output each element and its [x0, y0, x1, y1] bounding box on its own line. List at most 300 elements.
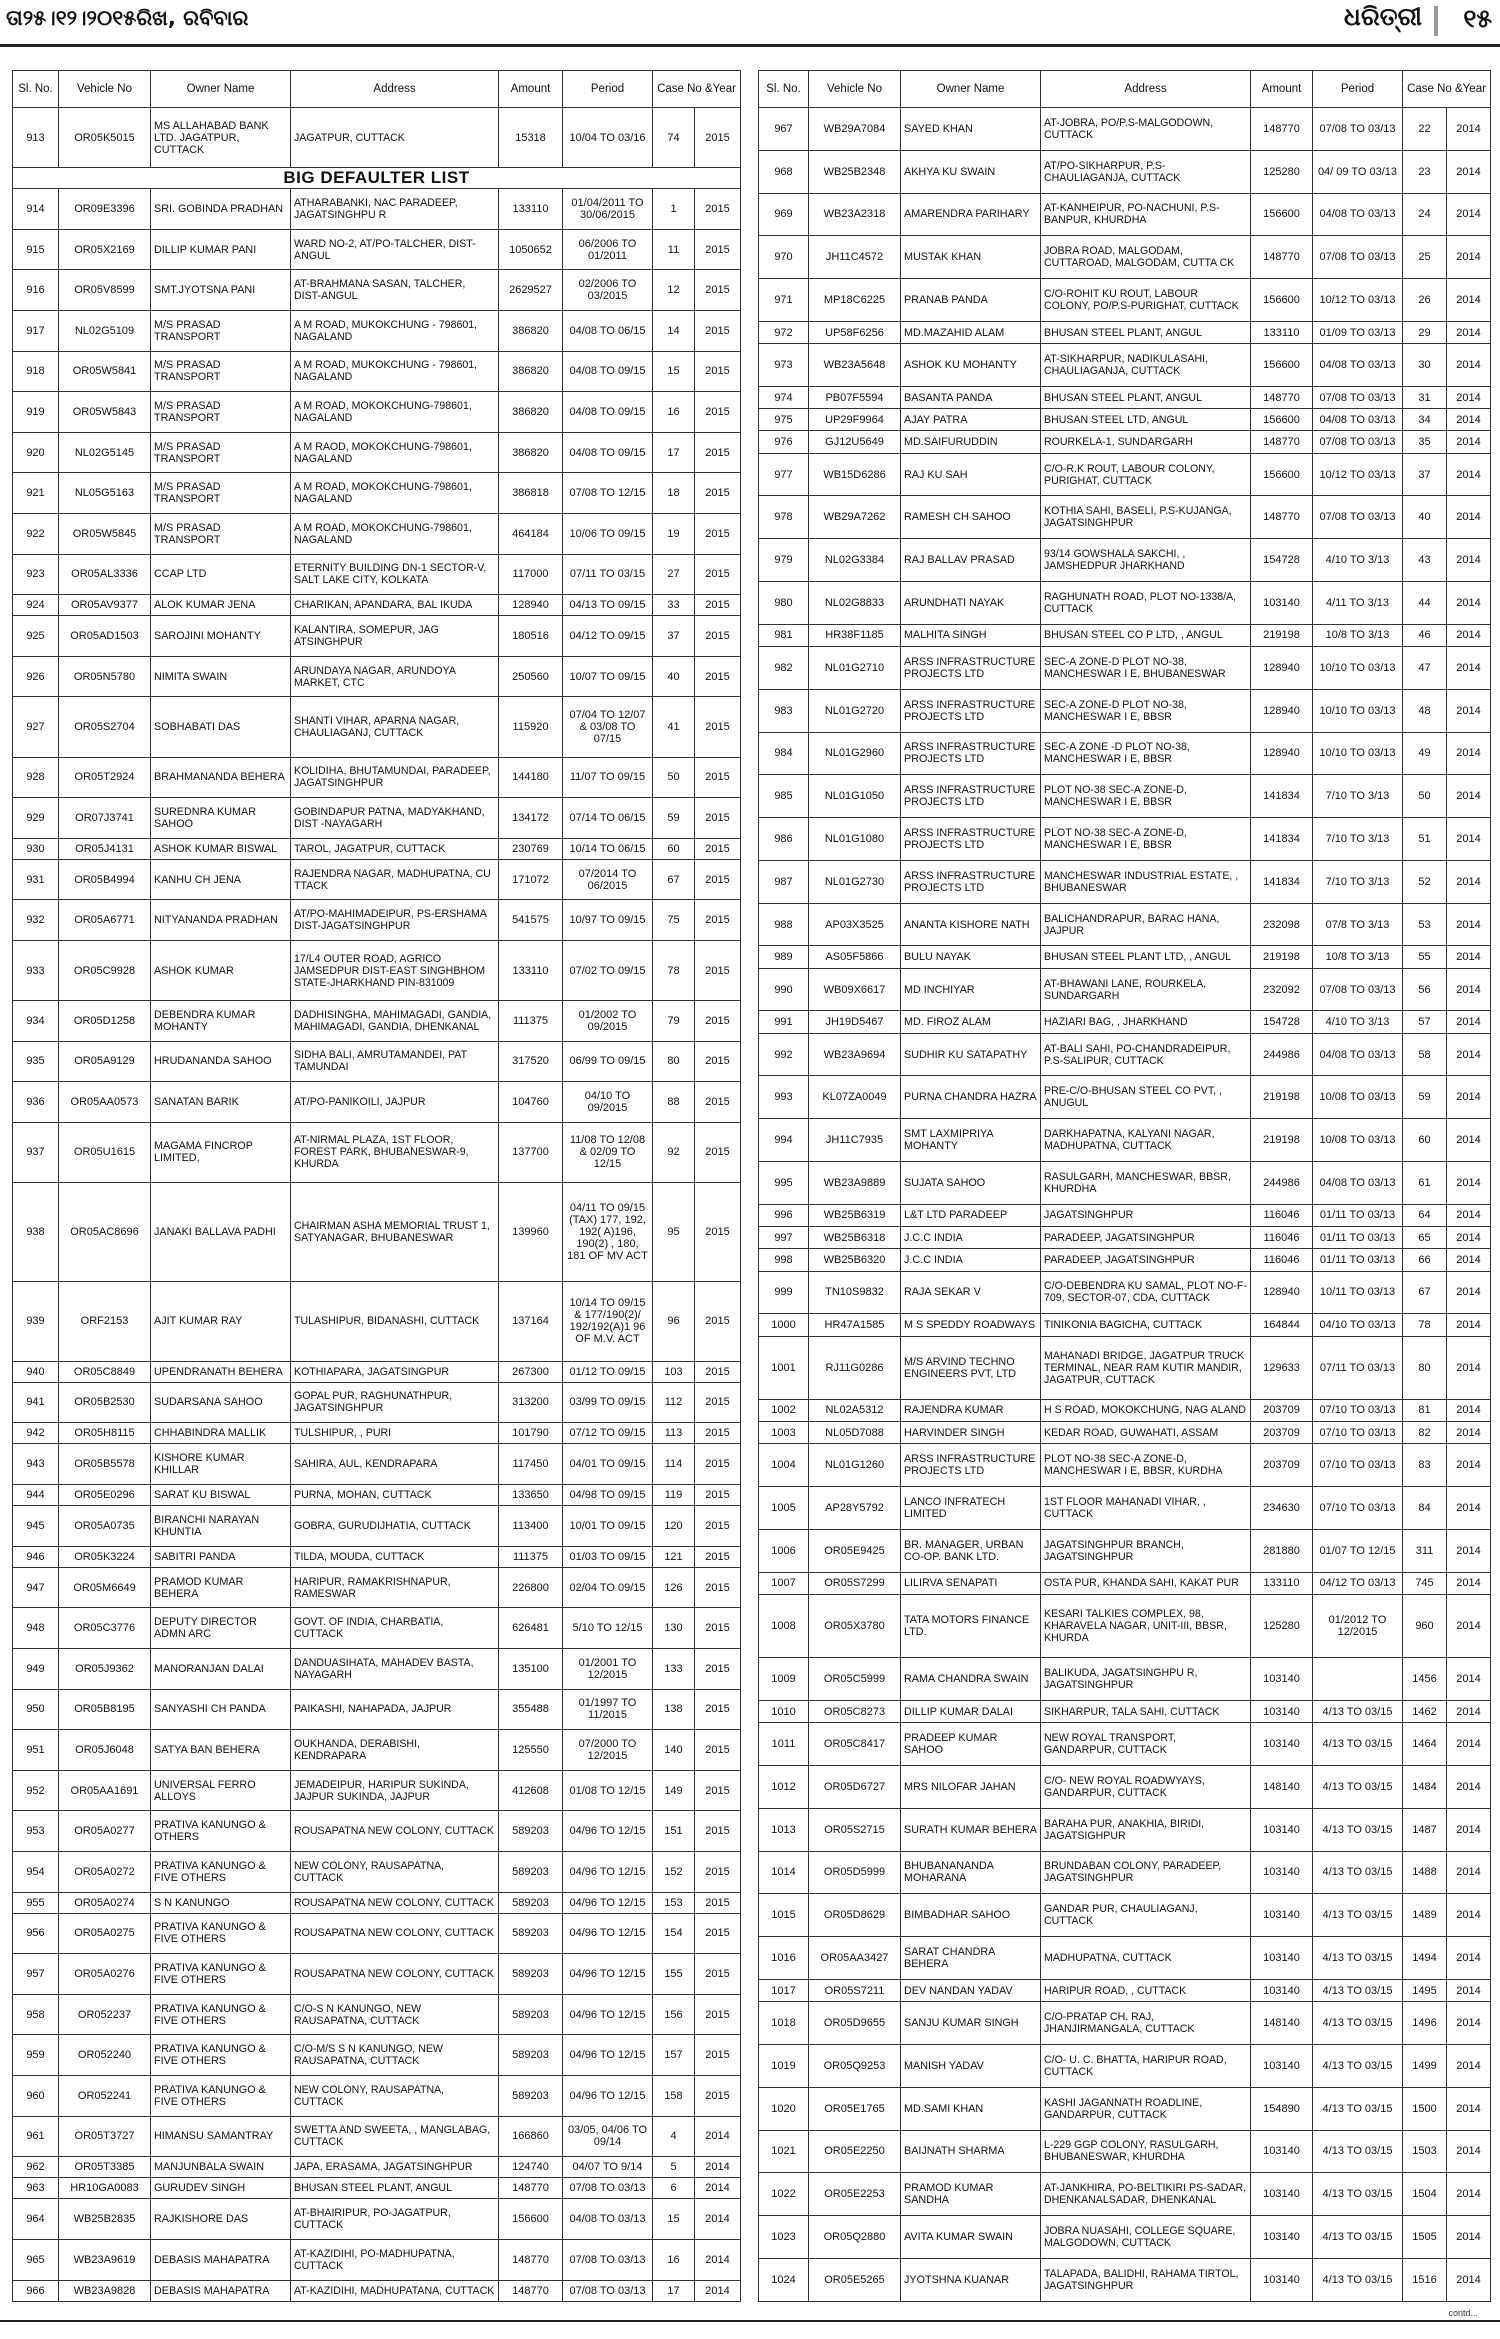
cell-sl: 992: [759, 1033, 809, 1076]
cell-address: KOTHIA SAHI, BASELI, P.S-KUJANGA, JAGATSINGHPUR: [1041, 496, 1251, 539]
cell-case-no: 96: [653, 1281, 695, 1361]
cell-case-year: 2014: [1447, 1894, 1491, 1937]
cell-owner: AJAY PATRA: [901, 409, 1041, 431]
cell-amount: 589203: [499, 1913, 563, 1954]
cell-sl: 928: [13, 757, 59, 798]
cell-case-no: 16: [653, 2240, 695, 2281]
cell-case-no: 153: [653, 1892, 695, 1913]
cell-address: AT-SIKHARPUR, NADIKULASAHI, CHAULIAGANJA, CUTTACK: [1041, 344, 1251, 387]
cell-case-no: 53: [1403, 903, 1447, 946]
cell-vehicle: RJ11G0286: [809, 1336, 901, 1399]
cell-case-year: 2015: [695, 229, 741, 270]
cell-owner: BRAHMANANDA BEHERA: [151, 757, 291, 798]
cell-case-no: 16: [653, 392, 695, 433]
cell-amount: 103140: [1251, 1808, 1313, 1851]
cell-address: AT-BALI SAHI, PO-CHANDRADEIPUR, P.S-SALIPUR, CUTTACK: [1041, 1033, 1251, 1076]
cell-case-no: 79: [653, 1001, 695, 1042]
cell-vehicle: OR05A0275: [59, 1913, 151, 1954]
cell-vehicle: OR05S7299: [809, 1572, 901, 1594]
cell-vehicle: NL02G5145: [59, 432, 151, 473]
cell-address: PLOT NO-38 SEC-A ZONE-D, MANCHESWAR I E, BBSR: [1041, 775, 1251, 818]
cell-case-year: 2014: [1447, 496, 1491, 539]
cell-case-year: 2014: [695, 2199, 741, 2240]
cell-address: AT-BRAHMANA SASAN, TALCHER, DIST-ANGUL: [291, 270, 499, 311]
cell-case-no: 1: [653, 189, 695, 230]
table-row: [759, 1422, 1491, 1444]
cell-case-year: 2015: [695, 1361, 741, 1382]
cell-period: 7/10 TO 3/13: [1313, 775, 1403, 818]
cell-address: AT-JANKHIRA, PO-BELTIKIRI PS-SADAR, DHENKANALSADAR, DHENKANAL: [1041, 2173, 1251, 2216]
cell-period: 04/96 TO 12/15: [563, 1892, 653, 1913]
cell-address: KOLIDIHA, BHUTAMUNDAI, PARADEEP, JAGATSINGHPUR: [291, 757, 499, 798]
cell-case-year: 2015: [695, 798, 741, 839]
cell-sl: 983: [759, 689, 809, 732]
cell-sl: 1023: [759, 2216, 809, 2259]
cell-owner: ARSS INFRASTRUCTURE PROJECTS LTD: [901, 818, 1041, 861]
cell-address: OSTA PUR, KHANDA SAHI, KAKAT PUR: [1041, 1572, 1251, 1594]
cell-vehicle: OR05T3385: [59, 2157, 151, 2178]
cell-owner: BAIJNATH SHARMA: [901, 2130, 1041, 2173]
col-header-vehicle: Vehicle No: [809, 71, 901, 108]
cell-sl: 1015: [759, 1894, 809, 1937]
cell-period: 04/ 09 TO 03/13: [1313, 150, 1403, 193]
cell-address: A M ROAD, MOKOKCHUNG-798601, NAGALAND: [291, 392, 499, 433]
cell-owner: MD.SAIFURUDDIN: [901, 431, 1041, 453]
cell-address: KASHI JAGANNATH ROADLINE, GANDARPUR, CUTTACK: [1041, 2087, 1251, 2130]
cell-vehicle: OR052237: [59, 1994, 151, 2035]
cell-case-no: 126: [653, 1567, 695, 1608]
cell-vehicle: OR05AD1503: [59, 616, 151, 657]
table-row: [759, 1572, 1491, 1594]
cell-case-year: 2015: [695, 900, 741, 941]
col-header-owner: Owner Name: [151, 71, 291, 108]
cell-sl: 999: [759, 1271, 809, 1314]
table-row: [13, 1546, 741, 1567]
cell-vehicle: WB15D6286: [809, 453, 901, 496]
cell-address: JEMADEIPUR, HARIPUR SUKINDA, JAJPUR SUKINDA, JAJPUR: [291, 1770, 499, 1811]
cell-period: 01/07 TO 12/15: [1313, 1529, 1403, 1572]
cell-case-no: 78: [653, 940, 695, 1000]
cell-case-year: 2014: [695, 2157, 741, 2178]
cell-vehicle: OR05AL3336: [59, 554, 151, 595]
cell-vehicle: GJ12U5649: [809, 431, 901, 453]
table-row: [759, 1701, 1491, 1723]
cell-case-year: 2015: [695, 1546, 741, 1567]
table-row: [13, 1041, 741, 1082]
table-row: [13, 1082, 741, 1123]
cell-address: RAGHUNATH ROAD, PLOT NO-1338/A, CUTTACK: [1041, 581, 1251, 624]
cell-owner: TATA MOTORS FINANCE LTD.: [901, 1594, 1041, 1657]
cell-owner: NITYANANDA PRADHAN: [151, 900, 291, 941]
cell-period: 7/10 TO 3/13: [1313, 818, 1403, 861]
cell-address: BALIKUDA, JAGATSINGHPU R, JAGATSINGHPUR: [1041, 1658, 1251, 1701]
col-header-owner: Owner Name: [901, 71, 1041, 108]
table-row: [13, 1567, 741, 1608]
cell-sl: 1004: [759, 1444, 809, 1487]
cell-vehicle: OR05E9425: [809, 1529, 901, 1572]
cell-owner: JYOTSHNA KUANAR: [901, 2258, 1041, 2301]
table-row: [759, 968, 1491, 1011]
cell-case-no: 1505: [1403, 2216, 1447, 2259]
cell-sl: 1021: [759, 2130, 809, 2173]
cell-sl: 1010: [759, 1701, 809, 1723]
cell-period: 01/11 TO 03/13: [1313, 1204, 1403, 1226]
table-row: [759, 1204, 1491, 1226]
cell-sl: 916: [13, 270, 59, 311]
cell-amount: 101790: [499, 1423, 563, 1444]
table-header-row: [759, 71, 1491, 108]
cell-period: 04/07 TO 9/14: [563, 2157, 653, 2178]
cell-amount: 219198: [1251, 1076, 1313, 1119]
cell-sl: 991: [759, 1011, 809, 1033]
cell-vehicle: WB25B6320: [809, 1249, 901, 1271]
cell-vehicle: OR05E2253: [809, 2173, 901, 2216]
cell-address: SEC-A ZONE -D PLOT NO-38, MANCHESWAR I E, BBSR: [1041, 732, 1251, 775]
cell-vehicle: WB29A7084: [809, 108, 901, 151]
cell-period: 4/13 TO 03/15: [1313, 2258, 1403, 2301]
cell-sl: 1018: [759, 2002, 809, 2045]
cell-amount: 128940: [1251, 689, 1313, 732]
table-row: [13, 1382, 741, 1423]
table-row: [13, 616, 741, 657]
cell-period: 10/10 TO 03/13: [1313, 689, 1403, 732]
cell-address: AT-KAZIDIHI, PO-MADHUPATNA, CUTTACK: [291, 2240, 499, 2281]
cell-sl: 947: [13, 1567, 59, 1608]
cell-owner: SMT LAXMIPRIYA MOHANTY: [901, 1119, 1041, 1162]
cell-owner: SANJU KUMAR SINGH: [901, 2002, 1041, 2045]
cell-address: A M RAOD, MOKOKCHUNG-798601, NAGALAND: [291, 432, 499, 473]
cell-address: 17/L4 OUTER ROAD, AGRICO JAMSEDPUR DIST-EAST SINGHBHOM STATE-JHARKHAND PIN-831009: [291, 940, 499, 1000]
cell-case-year: 2015: [695, 1082, 741, 1123]
cell-amount: 166860: [499, 2116, 563, 2157]
cell-address: ROUSAPATNA NEW COLONY, CUTTACK: [291, 1892, 499, 1913]
cell-amount: 589203: [499, 2076, 563, 2117]
cell-vehicle: WB25B6318: [809, 1227, 901, 1249]
cell-sl: 956: [13, 1913, 59, 1954]
cell-vehicle: OR05A0276: [59, 1954, 151, 1995]
cell-case-year: 2014: [1447, 1076, 1491, 1119]
cell-vehicle: NL05D7088: [809, 1422, 901, 1444]
cell-case-no: 1500: [1403, 2087, 1447, 2130]
cell-vehicle: OR05C8417: [809, 1723, 901, 1766]
cell-case-no: 83: [1403, 1444, 1447, 1487]
cell-address: AT-KANHEIPUR, PO-NACHUNI, P.S-BANPUR, KHURDHA: [1041, 193, 1251, 236]
cell-sl: 996: [759, 1204, 809, 1226]
cell-amount: 171072: [499, 859, 563, 900]
cell-owner: ASHOK KU MOHANTY: [901, 344, 1041, 387]
cell-case-year: 2015: [695, 310, 741, 351]
cell-period: 4/13 TO 03/15: [1313, 2087, 1403, 2130]
cell-owner: SAYED KHAN: [901, 108, 1041, 151]
cell-vehicle: OR09E3396: [59, 189, 151, 230]
col-header-case: Case No &Year: [653, 71, 741, 108]
cell-address: C/O-M/S S N KANUNGO, NEW RAUSAPATNA, CUTTACK: [291, 2035, 499, 2076]
cell-owner: RAJKISHORE DAS: [151, 2199, 291, 2240]
cell-case-year: 2014: [1447, 279, 1491, 322]
cell-owner: BIMBADHAR SAHOO: [901, 1894, 1041, 1937]
cell-vehicle: OR05A0274: [59, 1892, 151, 1913]
cell-vehicle: JH11C7935: [809, 1119, 901, 1162]
cell-sl: 927: [13, 697, 59, 757]
cell-period: 01/12 TO 09/15: [563, 1361, 653, 1382]
cell-sl: 1024: [759, 2258, 809, 2301]
cell-period: 04/08 TO 09/15: [563, 351, 653, 392]
cell-amount: 219198: [1251, 624, 1313, 646]
table-row: [759, 344, 1491, 387]
cell-owner: MUSTAK KHAN: [901, 236, 1041, 279]
cell-sl: 995: [759, 1162, 809, 1205]
cell-case-year: 2015: [695, 595, 741, 616]
cell-sl: 966: [13, 2280, 59, 2301]
cell-owner: LANCO INFRATECH LIMITED: [901, 1487, 1041, 1530]
cell-case-no: 103: [653, 1361, 695, 1382]
cell-owner: SARAT KU BISWAL: [151, 1484, 291, 1505]
cell-period: 04/96 TO 12/15: [563, 1811, 653, 1852]
cell-owner: MD INCHIYAR: [901, 968, 1041, 1011]
cell-case-year: 2014: [1447, 1271, 1491, 1314]
cell-amount: 203709: [1251, 1422, 1313, 1444]
cell-sl: 1011: [759, 1723, 809, 1766]
cell-period: 4/13 TO 03/15: [1313, 1701, 1403, 1723]
cell-sl: 1014: [759, 1851, 809, 1894]
cell-amount: 626481: [499, 1608, 563, 1649]
cell-amount: 148770: [1251, 236, 1313, 279]
cell-sl: 957: [13, 1954, 59, 1995]
cell-amount: 313200: [499, 1382, 563, 1423]
cell-period: 07/04 TO 12/07 & 03/08 TO 07/15: [563, 697, 653, 757]
cell-case-no: 40: [653, 656, 695, 697]
cell-vehicle: TN10S9832: [809, 1271, 901, 1314]
cell-owner: UNIVERSAL FERRO ALLOYS: [151, 1770, 291, 1811]
cell-case-no: 47: [1403, 646, 1447, 689]
table-row: [759, 2044, 1491, 2087]
cell-address: C/O-S N KANUNGO, NEW RAUSAPATNA, CUTTACK: [291, 1994, 499, 2035]
cell-address: JAGATPUR, CUTTACK: [291, 108, 499, 168]
cell-case-no: 19: [653, 513, 695, 554]
cell-case-year: 2014: [1447, 1701, 1491, 1723]
table-row: [13, 1851, 741, 1892]
cell-case-no: 114: [653, 1444, 695, 1485]
cell-vehicle: OR05AA3427: [809, 1937, 901, 1980]
cell-amount: 148770: [1251, 386, 1313, 408]
cell-amount: 137700: [499, 1122, 563, 1182]
cell-address: BALICHANDRAPUR, BARAC HANA, JAJPUR: [1041, 903, 1251, 946]
cell-owner: S N KANUNGO: [151, 1892, 291, 1913]
cell-vehicle: OR05D5999: [809, 1851, 901, 1894]
cell-owner: PRAMOD KUMAR BEHERA: [151, 1567, 291, 1608]
cell-address: PLOT NO-38 SEC-A ZONE-D, MANCHESWAR I E, BBSR, KURDHA: [1041, 1444, 1251, 1487]
cell-sl: 1016: [759, 1937, 809, 1980]
cell-address: GANDAR PUR, CHAULIAGANJ, CUTTACK: [1041, 1894, 1251, 1937]
cell-vehicle: OR05J9362: [59, 1648, 151, 1689]
cell-amount: 464184: [499, 513, 563, 554]
cell-owner: AJIT KUMAR RAY: [151, 1281, 291, 1361]
cell-amount: 15318: [499, 108, 563, 168]
cell-sl: 1002: [759, 1399, 809, 1421]
cell-sl: 942: [13, 1423, 59, 1444]
table-row: [759, 2216, 1491, 2259]
cell-period: 07/08 TO 03/13: [1313, 236, 1403, 279]
cell-case-no: 66: [1403, 1249, 1447, 1271]
cell-period: 10/12 TO 03/13: [1313, 279, 1403, 322]
table-row: [759, 2173, 1491, 2216]
cell-amount: 148770: [499, 2280, 563, 2301]
cell-address: DADHISINGHA, MAHIMAGADI, GANDIA, MAHIMAGADI, GANDIA, DHENKANAL: [291, 1001, 499, 1042]
cell-owner: J.C.C INDIA: [901, 1227, 1041, 1249]
cell-case-no: 24: [1403, 193, 1447, 236]
cell-sl: 920: [13, 432, 59, 473]
cell-amount: 2629527: [499, 270, 563, 311]
cell-case-no: 43: [1403, 539, 1447, 582]
cell-amount: 156600: [1251, 193, 1313, 236]
cell-case-no: 156: [653, 1994, 695, 2035]
cell-address: MANCHESWAR INDUSTRIAL ESTATE, , BHUBANESWAR: [1041, 860, 1251, 903]
cell-vehicle: NL01G1080: [809, 818, 901, 861]
cell-vehicle: OR05A6771: [59, 900, 151, 941]
cell-vehicle: WB23A2318: [809, 193, 901, 236]
cell-vehicle: HR47A1585: [809, 1314, 901, 1336]
cell-vehicle: JH19D5467: [809, 1011, 901, 1033]
cell-case-year: 2014: [1447, 624, 1491, 646]
cell-case-year: 2015: [695, 392, 741, 433]
cell-address: KOTHIAPARA, JAGATSINGPUR: [291, 1361, 499, 1382]
cell-case-no: 78: [1403, 1314, 1447, 1336]
cell-sl: 960: [13, 2076, 59, 2117]
cell-amount: 589203: [499, 1954, 563, 1995]
cell-vehicle: WB23A9694: [809, 1033, 901, 1076]
cell-period: 04/12 TO 03/13: [1313, 1572, 1403, 1594]
cell-sl: 1017: [759, 1979, 809, 2001]
cell-case-year: 2014: [1447, 775, 1491, 818]
table-row: [759, 1119, 1491, 1162]
cell-period: 04/08 TO 03/13: [1313, 193, 1403, 236]
cell-vehicle: OR05E5265: [809, 2258, 901, 2301]
cell-period: 02/04 TO 09/15: [563, 1567, 653, 1608]
cell-vehicle: OR05W5845: [59, 513, 151, 554]
cell-owner: BHUBANANANDA MOHARANA: [901, 1851, 1041, 1894]
cell-amount: 113400: [499, 1506, 563, 1547]
cell-sl: 923: [13, 554, 59, 595]
table-row: [13, 656, 741, 697]
cell-period: 07/11 TO 03/15: [563, 554, 653, 595]
cell-owner: HIMANSU SAMANTRAY: [151, 2116, 291, 2157]
cell-sl: 941: [13, 1382, 59, 1423]
cell-amount: 154728: [1251, 1011, 1313, 1033]
cell-sl: 917: [13, 310, 59, 351]
table-row: [759, 409, 1491, 431]
cell-owner: CHHABINDRA MALLIK: [151, 1423, 291, 1444]
cell-period: 10/04 TO 03/16: [563, 108, 653, 168]
cell-vehicle: WB29A7262: [809, 496, 901, 539]
cell-period: 4/11 TO 3/13: [1313, 581, 1403, 624]
cell-vehicle: WB09X6617: [809, 968, 901, 1011]
table-row: [759, 1033, 1491, 1076]
cell-case-no: 51: [1403, 818, 1447, 861]
cell-owner: BIRANCHI NARAYAN KHUNTIA: [151, 1506, 291, 1547]
cell-owner: DEV NANDAN YADAV: [901, 1979, 1041, 2001]
cell-case-year: 2014: [1447, 1529, 1491, 1572]
cell-case-no: 49: [1403, 732, 1447, 775]
cell-case-no: 152: [653, 1851, 695, 1892]
cell-period: 10/08 TO 03/13: [1313, 1076, 1403, 1119]
cell-case-no: 67: [1403, 1271, 1447, 1314]
cell-amount: 250560: [499, 656, 563, 697]
cell-vehicle: NL01G2720: [809, 689, 901, 732]
cell-amount: 180516: [499, 616, 563, 657]
cell-case-year: 2015: [695, 859, 741, 900]
cell-case-no: 120: [653, 1506, 695, 1547]
cell-owner: SABITRI PANDA: [151, 1546, 291, 1567]
cell-period: 4/13 TO 03/15: [1313, 2216, 1403, 2259]
table-row: [13, 1811, 741, 1852]
cell-owner: JANAKI BALLAVA PADHI: [151, 1182, 291, 1281]
cell-address: BHUSAN STEEL CO P LTD, , ANGUL: [1041, 624, 1251, 646]
cell-case-no: 37: [653, 616, 695, 657]
table-row: [13, 2116, 741, 2157]
cell-period: 07/08 TO 03/13: [563, 2178, 653, 2199]
cell-case-year: 2014: [1447, 1011, 1491, 1033]
cell-vehicle: HR38F1185: [809, 624, 901, 646]
cell-address: 93/14 GOWSHALA SAKCHI, , JAMSHEDPUR JHARKHAND: [1041, 539, 1251, 582]
header-date: ତା୨୫।୧୨।୨୦୧୫ରିଖ, ରବିବାର: [6, 6, 249, 30]
cell-address: HAZIARI BAG, , JHARKHAND: [1041, 1011, 1251, 1033]
cell-amount: 226800: [499, 1567, 563, 1608]
table-row: [13, 940, 741, 1000]
cell-address: L-229 GGP COLONY, RASULGARH, BHUBANESWAR, KHURDHA: [1041, 2130, 1251, 2173]
cell-period: 10/97 TO 09/15: [563, 900, 653, 941]
cell-amount: 128940: [1251, 646, 1313, 689]
cell-case-no: 1504: [1403, 2173, 1447, 2216]
cell-amount: 124740: [499, 2157, 563, 2178]
table-row: [759, 1314, 1491, 1336]
cell-period: 5/10 TO 12/15: [563, 1608, 653, 1649]
cell-vehicle: NL01G1260: [809, 1444, 901, 1487]
cell-address: TALAPADA, BALIDHI, RAHAMA TIRTOL, JAGATSINGHPUR: [1041, 2258, 1251, 2301]
cell-amount: 589203: [499, 1892, 563, 1913]
table-row: [759, 860, 1491, 903]
cell-case-no: 112: [653, 1382, 695, 1423]
cell-owner: LILIRVA SENAPATI: [901, 1572, 1041, 1594]
cell-address: RASULGARH, MANCHESWAR, BBSR, KHURDHA: [1041, 1162, 1251, 1205]
table-row: [13, 1484, 741, 1505]
cell-case-year: 2014: [695, 2280, 741, 2301]
cell-case-year: 2014: [1447, 2258, 1491, 2301]
table-row: [13, 1281, 741, 1361]
cell-sl: 948: [13, 1608, 59, 1649]
cell-vehicle: WB25B6319: [809, 1204, 901, 1226]
cell-sl: 1006: [759, 1529, 809, 1572]
cell-amount: 589203: [499, 1811, 563, 1852]
cell-sl: 965: [13, 2240, 59, 2281]
cell-vehicle: OR05Q9253: [809, 2044, 901, 2087]
table-row: [13, 1182, 741, 1281]
cell-address: HARIPUR ROAD, , CUTTACK: [1041, 1979, 1251, 2001]
cell-owner: ARSS INFRASTRUCTURE PROJECTS LTD: [901, 732, 1041, 775]
cell-owner: MANORANJAN DALAI: [151, 1648, 291, 1689]
cell-case-no: 12: [653, 270, 695, 311]
table-row: [759, 624, 1491, 646]
cell-sl: 970: [759, 236, 809, 279]
cell-owner: ASHOK KUMAR BISWAL: [151, 838, 291, 859]
cell-address: DARKHAPATNA, KALYANI NAGAR, MADHUPATNA, CUTTACK: [1041, 1119, 1251, 1162]
cell-case-no: 41: [653, 697, 695, 757]
table-row: [759, 1444, 1491, 1487]
cell-address: TINIKONIA BAGICHA, CUTTACK: [1041, 1314, 1251, 1336]
cell-amount: 232092: [1251, 968, 1313, 1011]
cell-address: TULASHIPUR, BIDANASHI, CUTTACK: [291, 1281, 499, 1361]
cell-owner: ARSS INFRASTRUCTURE PROJECTS LTD: [901, 646, 1041, 689]
cell-case-no: 1484: [1403, 1766, 1447, 1809]
